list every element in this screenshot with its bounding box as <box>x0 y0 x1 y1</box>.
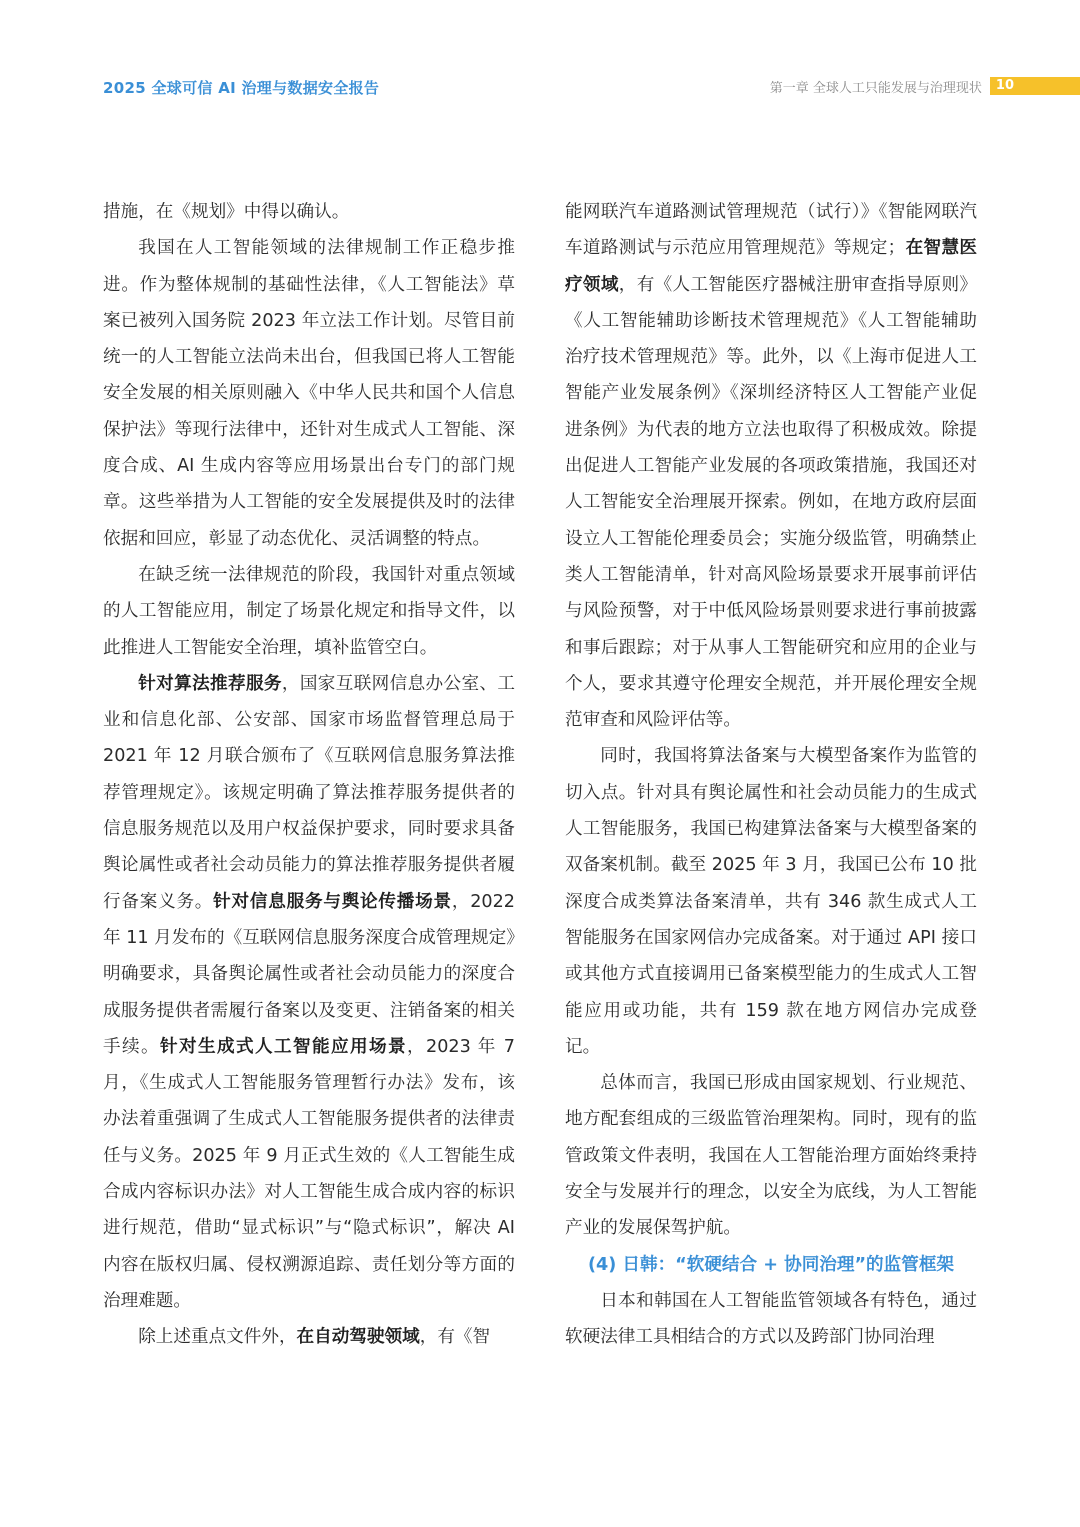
paragraph <box>565 194 977 738</box>
paragraph: 同时，我国将算法备案与大模型备案作为监管的切入点。针对具有舆论属性和社会动员能力的生成式人工智能服务，我国已构建算法备案与大模型备案的双备案机制。截至 2025 年 3 月，我国已公布 10 批深度合成类算法备案清单，共有 346 款生成式人工智能服务在国家网信办完成备案。对于通过 API 接口或其他方式直接调用已备案模型能力的生成式人工智能应用或功能，共有 159 款在地方网信办完成登记。 <box>565 746 977 1057</box>
paragraph: 我国在人工智能领域的法律规制工作正稳步推进。作为整体规制的基础性法律，《人工智能法》草案已被列入国务院 2023 年立法工作计划。尽管目前统一的人工智能立法尚未出台，但我国已将人工智能安全发展的相关原则融入《中华人民共和国个人信息保护法》等现行法律中，还针对生成式人工智能、深度合成、AI 生成内容等应用场景出台专门的部门规章。这些举措为人工智能的安全发展提供及时的法律依据和回应，彰显了动态优化、灵活调整的特点。 <box>103 238 515 549</box>
paragraph: 总体而言，我国已形成由国家规划、行业规范、地方配套组成的三级监管治理架构。同时，现有的监管政策文件表明，我国在人工智能治理方面始终秉持安全与发展并行的理念，以安全为底线，为人工智能产业的发展保驾护航。 <box>565 1073 977 1239</box>
paragraph-text: ，2023 年 7 月，《生成式人工智能服务管理暂行办法》发布，该办法着重强调了生成式人工智能服务提供者的法律责任与义务。2025 年 9 月正式生效的《人工智能生成合成内容标识办法》对人工智能生成合成内容的标识进行规范，借助“显式标识”与“隐式标识”，解决 AI 内容在版权归属、侵权溯源追踪、责任划分等方面的治理难题。 <box>103 1036 515 1311</box>
bold-lead: 在自动驾驶领域 <box>296 1327 420 1348</box>
paragraph: 措施，在《规划》中得以确认。 <box>103 202 350 222</box>
paragraph: 日本和韩国在人工智能监管领域各有特色，通过软硬法律工具相结合的方式以及跨部门协同治理 <box>565 1290 977 1348</box>
right-column <box>565 194 977 1356</box>
bold-lead: 针对生成式人工智能应用场景 <box>160 1036 408 1057</box>
report-title: 2025 全球可信 AI 治理与数据安全报告 <box>103 79 380 97</box>
paragraph-text: ，2022 年 11 月发布的《互联网信息服务深度合成管理规定》明确要求，具备舆论属性或者社会动员能力的深度合成服务提供者需履行备案以及变更、注销备案的相关手续。 <box>103 891 515 1057</box>
paragraph: 在缺乏统一法律规范的阶段，我国针对重点领域的人工智能应用，制定了场景化规定和指导文件，以此推进人工智能安全治理，填补监管空白。 <box>103 564 515 658</box>
paragraph-text: ，有《人工智能医疗器械注册审查指导原则》《人工智能辅助诊断技术管理规范》《人工智能辅助治疗技术管理规范》等。此外，以《上海市促进人工智能产业发展条例》《深圳经济特区人工智能产业促进条例》为代表的地方立法也取得了积极成效。除提出促进人工智能产业发展的各项政策措施，我国还对人工智能安全治理展开探索。例如，在地方政府层面设立人工智能伦理委员会；实施分级监管，明确禁止类人工智能清单，针对高风险场景要求开展事前评估与风险预警，对于中低风险场景则要求进行事前披露和事后跟踪；对于从事人工智能研究和应用的企业与个人，要求其遵守伦理安全规范，并开展伦理安全规范审查和风险评估等。 <box>565 274 977 731</box>
paragraph-text: ，国家互联网信息办公室、工业和信息化部、公安部、国家市场监督管理总局于 2021 年 12 月联合颁布了《互联网信息服务算法推荐管理规定》。该规定明确了算法推荐服务提供者的信息服务规范以及用户权益保护要求，同时要求具备舆论属性或者社会动员能力的算法推荐服务提供者履行备案义务。 <box>103 673 515 912</box>
chapter-header <box>770 76 1080 96</box>
paragraph <box>103 1319 515 1355</box>
paragraph-text: ，有《智 <box>419 1327 491 1348</box>
paragraph-text: 除上述重点文件外， <box>138 1327 297 1348</box>
bold-lead: 在智慧医疗领域 <box>565 238 977 295</box>
page-number: 10 <box>990 77 1080 95</box>
left-column <box>103 194 515 1356</box>
bold-lead: 针对算法推荐服务 <box>138 673 282 694</box>
chapter-title: 第一章 全球人工只能发展与治理现状 <box>769 80 982 96</box>
paragraph-text: 能网联汽车道路测试管理规范（试行）》《智能网联汽车道路测试与示范应用管理规范》等规定； <box>565 202 977 259</box>
section-subheading: (4) 日韩：“软硬结合 + 协同治理”的监管框架 <box>587 1254 955 1275</box>
bold-lead: 针对信息服务与舆论传播场景 <box>213 891 452 912</box>
paragraph <box>103 666 515 1319</box>
